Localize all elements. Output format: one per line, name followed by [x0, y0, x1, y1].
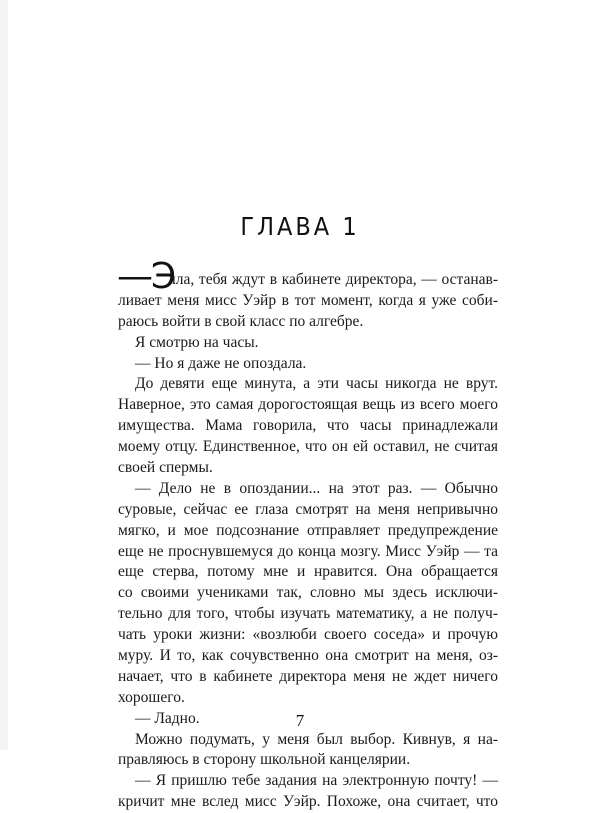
text-line: еще стерва, потому мне и нравится. Она обращается [118, 563, 498, 581]
text-line: правляюсь в сторону школьной канцелярии. [118, 751, 411, 769]
text-line: раюсь войти в свой класс по алгебре. [118, 312, 364, 330]
text-line: Можно подумать, у меня был выбор. Кивнув, я на- [135, 730, 498, 748]
text-line: Я смотрю на часы. [135, 333, 259, 351]
text-line: имущества. Мама говорила, что часы принадлежали [118, 417, 498, 435]
text-line: тельно для того, чтобы изучать математику, а не получ- [118, 605, 498, 623]
text-line: — Я пришлю тебе задания на электронную почту! — [135, 772, 498, 790]
text-line: — Дело не в опоздании... на этот раз. — Обычно [135, 479, 498, 497]
text-line: со своими учениками так, словно мы здесь исключи- [118, 584, 498, 602]
text-line: своей спермы. [118, 459, 213, 477]
text-line: чать уроки жизни: «возлюби своего соседа» и прочую [118, 626, 498, 644]
page-edge [0, 0, 8, 750]
drop-cap: —Э [117, 256, 175, 297]
text-line: — Ладно. [135, 709, 200, 727]
text-line: хорошего. [118, 688, 185, 706]
text-line: муру. И то, как сочувственно она смотрит на меня, оз- [118, 647, 498, 665]
text-line: суровые, сейчас ее глаза смотрят на меня непривычно [118, 500, 498, 518]
text-line: мягко, и мое подсознание отправляет предупреждение [118, 521, 498, 539]
text-line: Наверное, это самая дорогостоящая вещь из всего моего [118, 396, 498, 414]
text-line: До девяти еще минута, а эти часы никогда не врут. [135, 375, 498, 393]
chapter-title: ГЛАВА 1 [240, 212, 360, 241]
text-line: начает, что в кабинете директора меня не ждет ничего [118, 667, 498, 685]
text-line: моему отцу. Единственное, что он ей оставил, не считая [118, 438, 498, 456]
body-text [118, 270, 498, 813]
text-line: еще не проснувшемуся до конца мозгу. Мисс Уэйр — та [118, 542, 498, 560]
text-line: ливает меня мисс Уэйр в тот момент, когда я уже соби- [118, 291, 498, 309]
page-number: 7 [295, 711, 305, 730]
text-line: — Но я даже не опоздала. [135, 354, 307, 372]
text-line: кричит мне вслед мисс Уэйр. Похоже, она считает, что [118, 793, 498, 811]
text-line: лла, тебя ждут в кабинете директора, — останав- [168, 271, 498, 288]
